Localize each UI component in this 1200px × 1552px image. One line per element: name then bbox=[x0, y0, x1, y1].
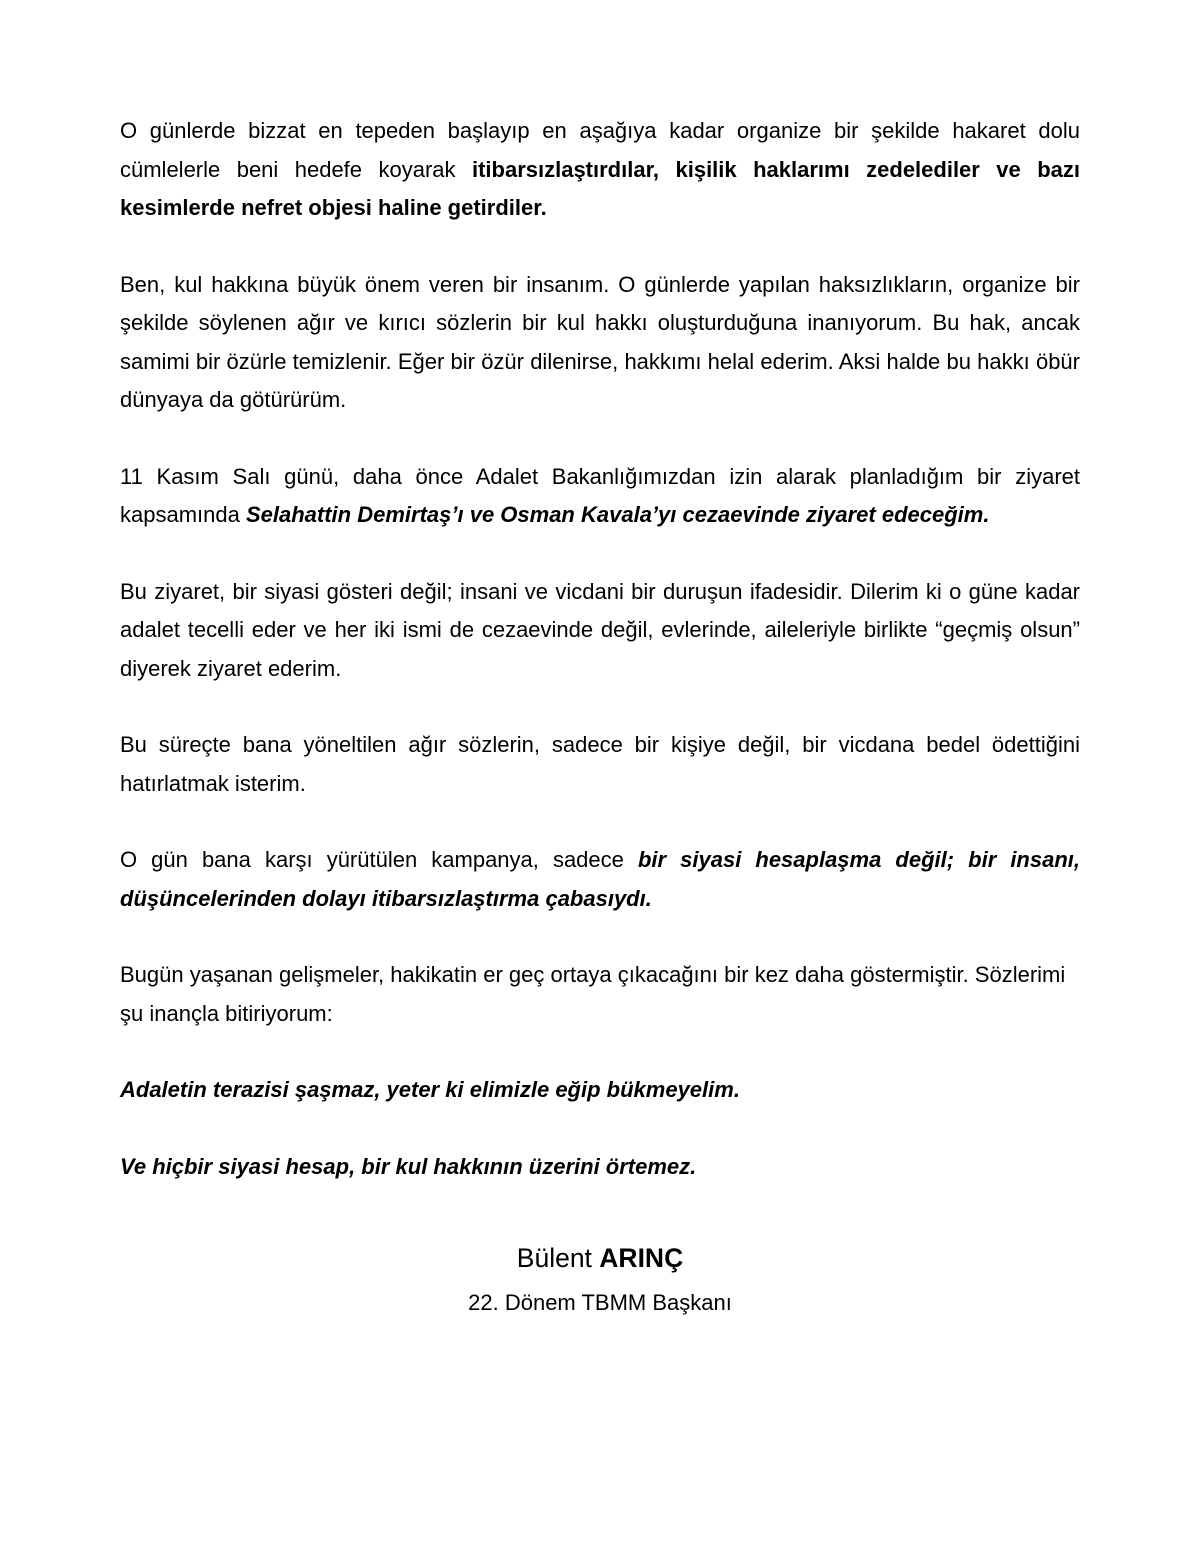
text-run: Bugün yaşanan gelişmeler, hakikatin er geç ortaya çıkacağını bir kez daha göstermiştir. Sözlerimi şu inançla bitiriyorum: bbox=[120, 962, 1066, 1026]
signature-name bbox=[120, 1238, 1080, 1278]
quote-justice-scales bbox=[120, 1071, 1080, 1110]
paragraph-intro-accusation bbox=[120, 112, 1080, 228]
paragraph-reminder bbox=[120, 726, 1080, 803]
text-run-bold-italic: bir siyasi hesaplaşma değil; bir insanı, düşüncelerinden dolayı itibarsızlaştırma çabasıydı. bbox=[120, 847, 1081, 911]
text-run: O günlerde bizzat en tepeden başlayıp en aşağıya kadar organize bir şekilde hakaret dolu cümlelerle beni hedefe koyarak bbox=[120, 118, 1080, 182]
quote-kul-hakki bbox=[120, 1148, 1080, 1187]
signature-first-name: Bülent bbox=[516, 1243, 600, 1273]
paragraph-closing bbox=[120, 956, 1080, 1033]
paragraph-campaign bbox=[120, 841, 1080, 918]
signature-last-name: ARINÇ bbox=[599, 1243, 684, 1273]
signature-block bbox=[120, 1238, 1080, 1323]
paragraph-visit-plan bbox=[120, 458, 1080, 535]
text-run-bold: itibarsızlaştırdılar, kişilik haklarımı zedelediler ve bazı kesimlerde nefret objesi haline getirdiler. bbox=[120, 156, 1081, 220]
text-run: Bu süreçte bana yöneltilen ağır sözlerin, sadece bir kişiye değil, bir vicdana bedel ödettiğini hatırlatmak isterim. bbox=[120, 732, 1080, 796]
text-run-bold-italic: Selahattin Demirtaş’ı ve Osman Kavala’yı cezaevinde ziyaret edeceğim. bbox=[245, 502, 990, 527]
text-run-bold-italic: Adaletin terazisi şaşmaz, yeter ki elimizle eğip bükmeyelim. bbox=[120, 1077, 740, 1102]
text-run: Bu ziyaret, bir siyasi gösteri değil; insani ve vicdani bir duruşun ifadesidir. Dilerim ki o güne kadar adalet tecelli eder ve her iki ismi de cezaevinde değil, evlerinde, aileleriyle birlikte “geçmiş olsun” diyerek ziyaret ederim. bbox=[120, 578, 1080, 681]
text-run-bold-italic: Ve hiçbir siyasi hesap, bir kul hakkının üzerini örtemez. bbox=[120, 1153, 697, 1179]
text-run: O gün bana karşı yürütülen kampanya, sadece bbox=[120, 847, 638, 872]
text-run: 11 Kasım Salı günü, daha önce Adalet Bakanlığımızdan izin alarak planladığım bir ziyaret kapsamında bbox=[120, 463, 1080, 527]
paragraph-kul-hakki bbox=[120, 266, 1080, 420]
paragraph-visit-meaning bbox=[120, 573, 1080, 689]
text-run: Ben, kul hakkına büyük önem veren bir insanım. O günlerde yapılan haksızlıkların, organize bir şekilde söylenen ağır ve kırıcı sözlerin bir kul hakkı oluşturduğuna inanıyorum. Bu hak, ancak samimi bir özürle temizlenir. Eğer bir özür dilenirse, hakkımı helal ederim. Aksi halde bu hakkı öbür dünyaya da götürürüm. bbox=[120, 271, 1080, 412]
signature-title: 22. Dönem TBMM Başkanı bbox=[468, 1290, 732, 1315]
